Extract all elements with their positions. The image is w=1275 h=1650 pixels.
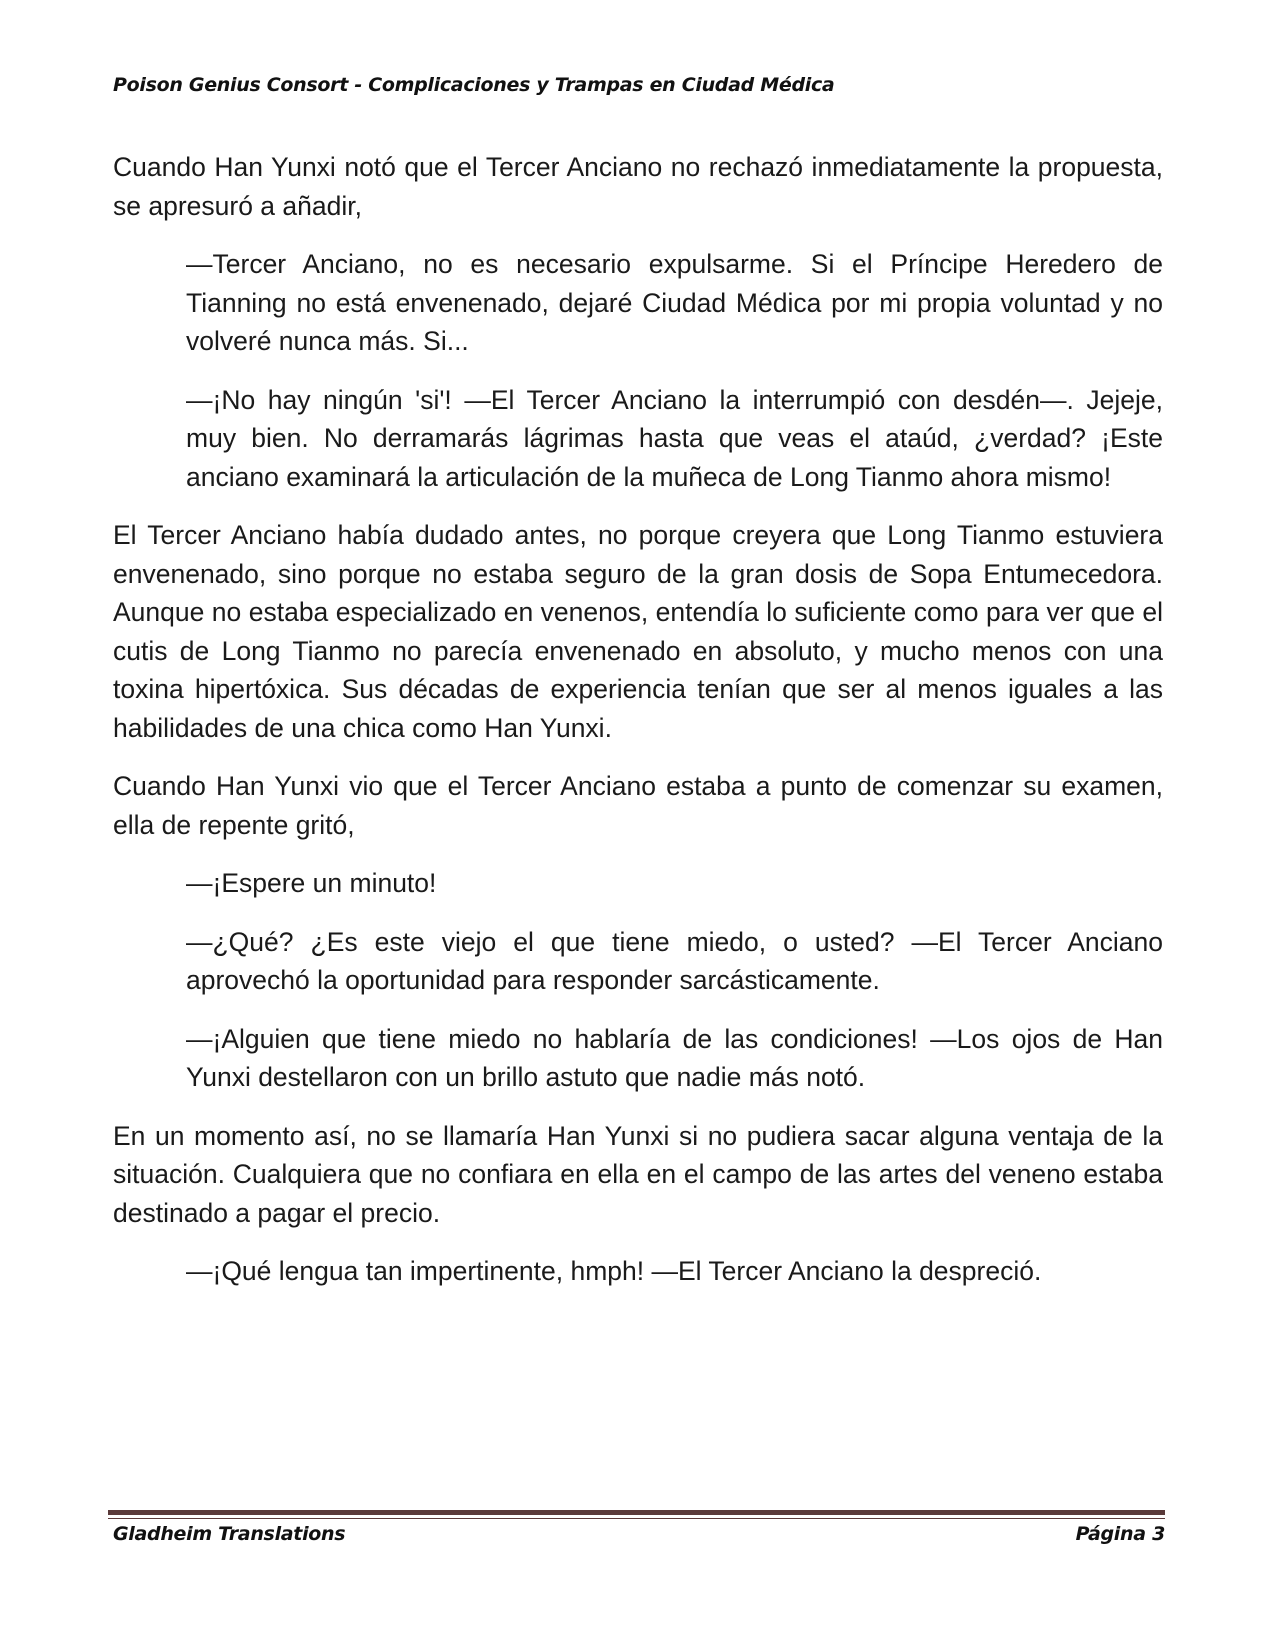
paragraph: Cuando Han Yunxi notó que el Tercer Anciano no rechazó inmediatamente la propuesta, se apresuró a añadir, xyxy=(113,152,1163,221)
dialogue-paragraph: —¡Espere un minuto! xyxy=(186,868,437,898)
footer-translator-credit: Gladheim Translations xyxy=(113,1523,346,1545)
document-body xyxy=(113,148,1163,1311)
dialogue-paragraph: —¡Alguien que tiene miedo no hablaría de las condiciones! —Los ojos de Han Yunxi destellaron con un brillo astuto que nadie más notó. xyxy=(186,1023,1163,1092)
footer-divider-thin xyxy=(108,1518,1165,1519)
dialogue-paragraph: —¡No hay ningún 'si'! —El Tercer Anciano la interrumpió con desdén—. Jejeje, muy bien. No derramarás lágrimas hasta que veas el ataúd, ¿verdad? ¡Este anciano examinará la articulación de la muñeca de Long Tianmo ahora mismo! xyxy=(186,384,1163,492)
page-header-title: Poison Genius Consort - Complicaciones y Trampas en Ciudad Médica xyxy=(113,74,835,96)
footer-page-number: Página 3 xyxy=(1075,1523,1165,1545)
dialogue-paragraph: —Tercer Anciano, no es necesario expulsarme. Si el Príncipe Heredero de Tianning no está envenenado, dejaré Ciudad Médica por mi propia voluntad y no volveré nunca más. Si... xyxy=(186,249,1163,356)
dialogue-paragraph: —¿Qué? ¿Es este viejo el que tiene miedo, o usted? —El Tercer Anciano aprovechó la oportunidad para responder sarcásticamente. xyxy=(186,926,1163,995)
paragraph: El Tercer Anciano había dudado antes, no porque creyera que Long Tianmo estuviera envenenado, sino porque no estaba seguro de la gran dosis de Sopa Entumecedora. Aunque no estaba especializado en venenos, entendía lo suficiente como para ver que el cutis de Long Tianmo no parecía envenenado en absoluto, y mucho menos con una toxina hipertóxica. Sus décadas de experiencia tenían que ser al menos iguales a las habilidades de una chica como Han Yunxi. xyxy=(113,520,1163,743)
dialogue-paragraph: —¡Qué lengua tan impertinente, hmph! —El Tercer Anciano la despreció. xyxy=(186,1256,1042,1286)
paragraph: Cuando Han Yunxi vio que el Tercer Anciano estaba a punto de comenzar su examen, ella de repente gritó, xyxy=(113,771,1163,840)
footer-divider xyxy=(108,1510,1165,1515)
paragraph: En un momento así, no se llamaría Han Yunxi si no pudiera sacar alguna ventaja de la situación. Cualquiera que no confiara en ella en el campo de las artes del veneno estaba destinado a pagar el precio. xyxy=(113,1120,1163,1228)
